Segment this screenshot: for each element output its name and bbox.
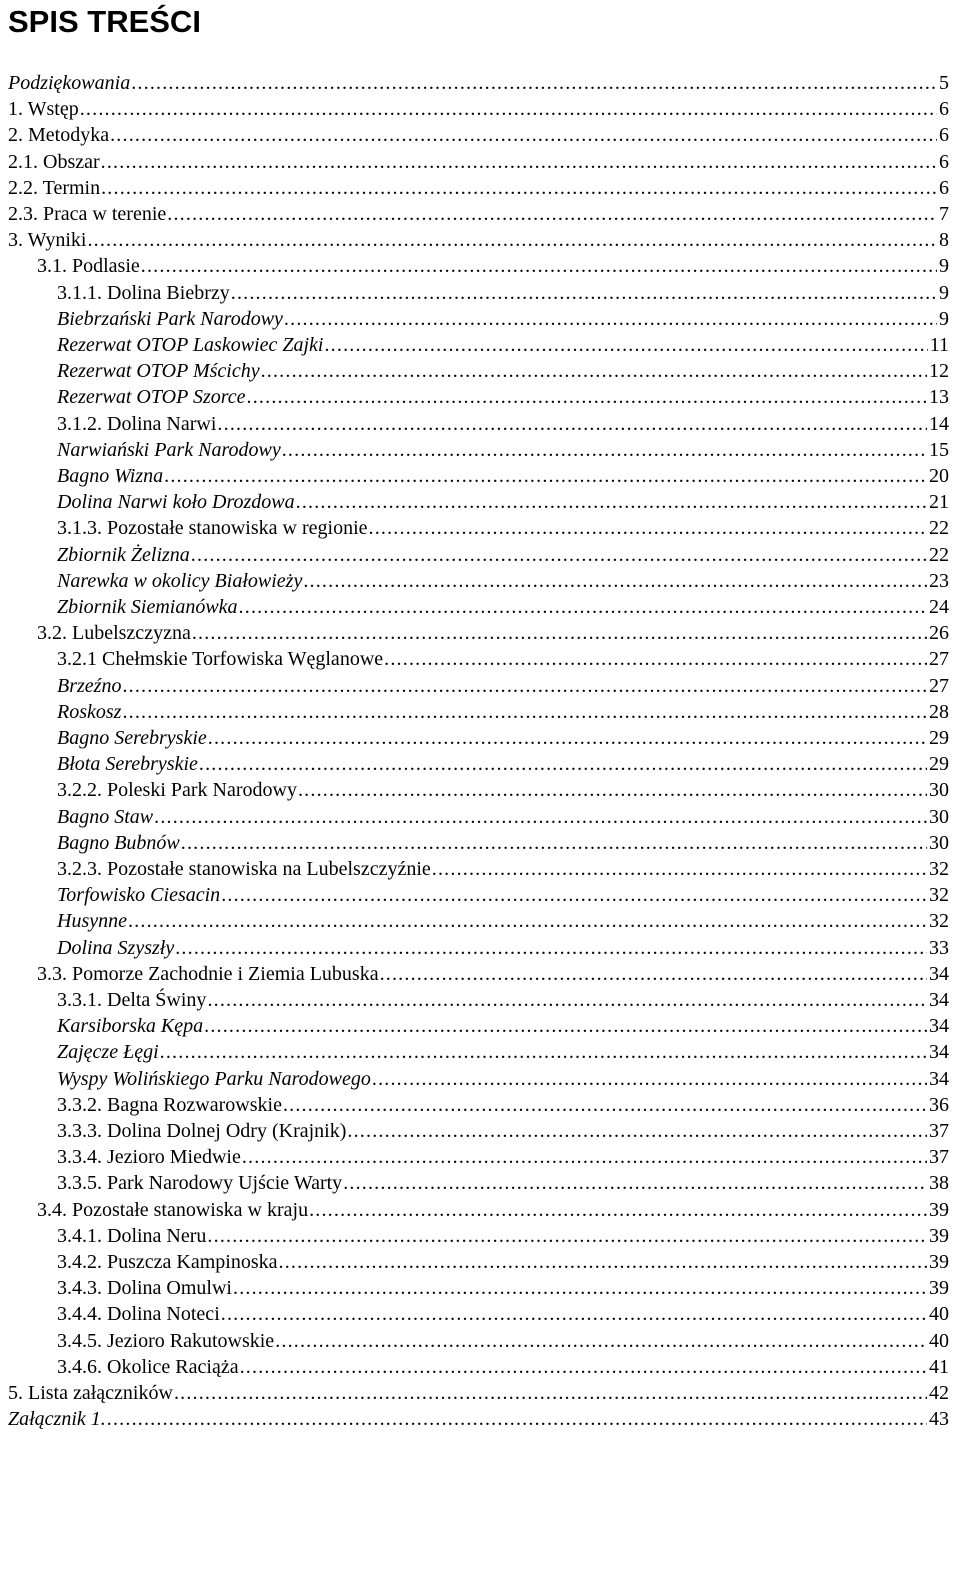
- toc-entry-label: Załącznik 1.: [8, 1408, 106, 1431]
- toc-entry-page-number: 41: [929, 1355, 949, 1378]
- dot-leader: [164, 463, 927, 490]
- dot-leader: [199, 751, 927, 778]
- dot-leader: [242, 1144, 927, 1171]
- dot-leader: [372, 1066, 927, 1093]
- toc-entry[interactable]: [0, 804, 960, 831]
- toc-entry-label: Wyspy Wolińskiego Parku Narodowego: [57, 1067, 371, 1090]
- toc-entry[interactable]: [0, 1197, 960, 1224]
- toc-entry-page-number: 39: [929, 1251, 949, 1273]
- dot-leader: [221, 1301, 927, 1328]
- toc-entry-label: 3.3.2. Bagna Rozwarowskie: [57, 1093, 282, 1116]
- toc-entry-page-number: 43: [929, 1408, 949, 1431]
- toc-entry[interactable]: [0, 1380, 960, 1407]
- dot-leader: [160, 1039, 927, 1066]
- toc-entry-page-number: 27: [929, 674, 949, 697]
- toc-entry-page-number: 9: [939, 255, 949, 278]
- toc-entry-label: Husynne: [57, 910, 127, 933]
- toc-entry-page-number: 39: [929, 1198, 949, 1221]
- toc-entry-label: Dolina Narwi koło Drozdowa: [57, 491, 295, 514]
- toc-entry-label: 3.3.3. Dolina Dolnej Odry (Krajnik): [57, 1120, 347, 1142]
- toc-entry[interactable]: [0, 620, 960, 647]
- toc-entry-page-number: 14: [929, 412, 949, 435]
- toc-entry-page-number: 32: [929, 884, 949, 907]
- dot-leader: [247, 384, 927, 411]
- toc-entry-page-number: 12: [929, 360, 949, 383]
- toc-entry-label: 3.4.5. Jezioro Rakutowskie: [57, 1329, 275, 1352]
- dot-leader: [174, 1380, 927, 1407]
- toc-entry-label: Bagno Staw: [57, 805, 154, 828]
- dot-leader: [347, 1118, 927, 1145]
- toc-entry[interactable]: [0, 489, 960, 516]
- toc-entry-page-number: 24: [929, 596, 949, 618]
- dot-leader: [217, 411, 927, 438]
- toc-entry-page-number: 26: [929, 622, 949, 645]
- toc-entry-label: 3.3.1. Delta Świny: [57, 989, 207, 1011]
- toc-entry-page-number: 6: [939, 98, 949, 121]
- toc-entry-label: Bagno Bubnów: [57, 831, 180, 854]
- toc-entry[interactable]: [0, 1249, 960, 1276]
- toc-entry-page-number: 34: [929, 1041, 949, 1064]
- toc-entry-page-number: 33: [929, 936, 949, 959]
- dot-leader: [87, 227, 937, 254]
- dot-leader: [298, 777, 927, 804]
- toc-entry[interactable]: [0, 1013, 960, 1040]
- dot-leader: [175, 935, 927, 962]
- dot-leader: [384, 646, 927, 673]
- page-title: SPIS TREŚCI: [8, 4, 201, 39]
- toc-entry-label: Rezerwat OTOP Mścichy: [57, 360, 260, 383]
- dot-leader: [369, 515, 928, 542]
- toc-entry-page-number: 8: [939, 229, 949, 252]
- dot-leader: [192, 620, 927, 647]
- toc-entry-label: 1. Wstęp: [8, 98, 79, 121]
- toc-entry-page-number: 34: [929, 989, 949, 1011]
- toc-entry[interactable]: [0, 175, 960, 202]
- dot-leader: [233, 1275, 927, 1302]
- toc-entry[interactable]: [0, 1144, 960, 1171]
- toc-entry-page-number: 9: [939, 307, 949, 330]
- toc-entry[interactable]: [0, 751, 960, 778]
- toc-entry[interactable]: [0, 1328, 960, 1355]
- toc-entry-page-number: 36: [929, 1093, 949, 1116]
- toc-entry[interactable]: [0, 699, 960, 726]
- toc-entry-label: 3.3. Pomorze Zachodnie i Ziemia Lubuska: [37, 962, 379, 985]
- toc-entry-page-number: 40: [929, 1329, 949, 1352]
- toc-entry-page-number: 7: [939, 203, 949, 225]
- toc-entry-label: Rezerwat OTOP Laskowiec Zajki: [57, 334, 324, 356]
- toc-entry-page-number: 42: [929, 1382, 949, 1404]
- toc-entry-page-number: 32: [929, 910, 949, 933]
- toc-entry[interactable]: [0, 358, 960, 385]
- toc-entry[interactable]: [0, 70, 960, 97]
- toc-entry-page-number: 6: [939, 150, 949, 173]
- toc-entry[interactable]: [0, 646, 960, 673]
- toc-entry-page-number: 28: [929, 700, 949, 723]
- toc-entry[interactable]: [0, 594, 960, 621]
- toc-entry[interactable]: [0, 882, 960, 909]
- dot-leader: [167, 201, 937, 228]
- toc-entry-label: Karsiborska Kępa: [57, 1015, 204, 1038]
- dot-leader: [191, 542, 927, 569]
- dot-leader: [284, 306, 937, 333]
- toc-entry-label: 3.4.6. Okolice Raciąża: [57, 1355, 239, 1378]
- toc-entry-page-number: 21: [929, 491, 949, 514]
- dot-leader: [309, 1197, 927, 1224]
- dot-leader: [283, 1092, 927, 1119]
- toc-entry-label: 3.1.1. Dolina Biebrzy: [57, 281, 230, 304]
- toc-entry-page-number: 37: [929, 1146, 949, 1169]
- toc-entry-label: Rezerwat OTOP Szorce: [57, 386, 246, 409]
- dot-leader: [101, 175, 937, 202]
- toc-entry[interactable]: [0, 1354, 960, 1381]
- dot-leader: [208, 725, 927, 752]
- toc-entry[interactable]: [0, 96, 960, 123]
- toc-entry-page-number: 15: [929, 438, 949, 461]
- toc-entry-page-number: 20: [929, 465, 949, 487]
- toc-entry[interactable]: [0, 935, 960, 962]
- toc-entry[interactable]: [0, 987, 960, 1014]
- toc-entry-page-number: 27: [929, 648, 949, 671]
- toc-entry-label: 3.3.5. Park Narodowy Ujście Warty: [57, 1172, 343, 1195]
- toc-entry-page-number: 34: [929, 1067, 949, 1090]
- toc-entry[interactable]: [0, 777, 960, 804]
- toc-entry-page-number: 39: [929, 1224, 949, 1247]
- dot-leader: [343, 1170, 927, 1197]
- dot-leader: [261, 358, 927, 385]
- toc-entry-page-number: 34: [929, 962, 949, 985]
- toc-entry-label: 3.1. Podlasie: [37, 255, 140, 278]
- toc-entry-page-number: 29: [929, 753, 949, 776]
- toc-entry-page-number: 38: [929, 1172, 949, 1195]
- dot-leader: [432, 856, 927, 883]
- dot-leader: [207, 987, 927, 1014]
- toc-entry[interactable]: [0, 830, 960, 857]
- toc-entry[interactable]: [0, 411, 960, 438]
- dot-leader: [131, 70, 937, 97]
- toc-entry-page-number: 32: [929, 858, 949, 880]
- toc-entry-label: Błota Serebryskie: [57, 753, 198, 776]
- toc-entry-page-number: 30: [929, 831, 949, 854]
- toc-entry[interactable]: [0, 961, 960, 988]
- dot-leader: [231, 280, 937, 307]
- toc-entry-label: 3.3.4. Jezioro Miedwie: [57, 1146, 241, 1169]
- toc-entry-label: 5. Lista załączników: [8, 1382, 173, 1404]
- toc-entry-page-number: 40: [929, 1303, 949, 1326]
- toc-entry-label: Bagno Wizna: [57, 465, 164, 487]
- toc-entry[interactable]: [0, 1092, 960, 1119]
- toc-entry-label: 3.1.3. Pozostałe stanowiska w regionie: [57, 517, 368, 540]
- toc-entry[interactable]: [0, 384, 960, 411]
- toc-entry-label: 3. Wyniki: [8, 229, 87, 252]
- toc-entry[interactable]: [0, 856, 960, 883]
- dot-leader: [239, 594, 927, 621]
- toc-entry[interactable]: [0, 1039, 960, 1066]
- toc-entry-page-number: 22: [929, 543, 949, 566]
- toc-entry[interactable]: [0, 542, 960, 569]
- dot-leader: [221, 882, 927, 909]
- toc-entry-page-number: 39: [929, 1277, 949, 1300]
- dot-leader: [204, 1013, 927, 1040]
- toc-entry-page-number: 29: [929, 727, 949, 749]
- toc-entry[interactable]: [0, 463, 960, 490]
- toc-entry-label: Zbiornik Siemianówka: [57, 596, 238, 618]
- toc-entry-page-number: 13: [929, 386, 949, 409]
- dot-leader: [128, 908, 927, 935]
- toc-entry-page-number: 22: [929, 517, 949, 540]
- toc-entry-label: Podziękowania: [8, 72, 131, 94]
- toc-entry-label: 3.2.2. Poleski Park Narodowy: [57, 779, 297, 802]
- toc-entry-label: 3.2. Lubelszczyzna: [37, 622, 191, 645]
- toc-entry[interactable]: [0, 568, 960, 595]
- toc-entry-label: 3.2.3. Pozostałe stanowiska na Lubelszczyźnie: [57, 858, 431, 880]
- toc-entry-label: Biebrzański Park Narodowy: [57, 307, 283, 330]
- toc-entry-page-number: 5: [939, 72, 949, 94]
- toc-entry[interactable]: [0, 280, 960, 307]
- toc-entry-label: 3.2.1 Chełmskie Torfowiska Węglanowe: [57, 648, 384, 671]
- toc-entry[interactable]: [0, 149, 960, 176]
- toc-entry[interactable]: [0, 201, 960, 228]
- toc-entry-label: 2.1. Obszar: [8, 150, 100, 173]
- dot-leader: [275, 1328, 927, 1355]
- toc-entry[interactable]: [0, 1170, 960, 1197]
- toc-entry-label: Bagno Serebryskie: [57, 727, 207, 749]
- toc-entry[interactable]: [0, 1406, 960, 1433]
- toc-entry-label: 3.1.2. Dolina Narwi: [57, 412, 217, 435]
- toc-entry-label: Torfowisko Ciesacin: [57, 884, 221, 907]
- toc-entry-label: 2. Metodyka: [8, 124, 110, 147]
- toc-entry[interactable]: [0, 332, 960, 359]
- dot-leader: [303, 568, 927, 595]
- toc-entry-label: Roskosz: [57, 700, 122, 723]
- toc-entry[interactable]: [0, 1118, 960, 1145]
- toc-entry-label: 3.4.4. Dolina Noteci: [57, 1303, 220, 1326]
- dot-leader: [324, 332, 927, 359]
- dot-leader: [296, 489, 927, 516]
- dot-leader: [122, 673, 927, 700]
- toc-entry[interactable]: [0, 227, 960, 254]
- toc-entry-label: Dolina Szyszły: [57, 936, 175, 959]
- toc-entry-label: 2.2. Termin: [8, 176, 101, 199]
- toc-entry[interactable]: [0, 673, 960, 700]
- toc-entry-page-number: 9: [939, 281, 949, 304]
- toc-entry-page-number: 6: [939, 124, 949, 147]
- dot-leader: [141, 253, 937, 280]
- dot-leader: [380, 961, 927, 988]
- dot-leader: [122, 699, 927, 726]
- dot-leader: [154, 804, 927, 831]
- toc-entry-label: Brzeźno: [57, 674, 122, 697]
- toc-entry[interactable]: [0, 725, 960, 752]
- dot-leader: [279, 1249, 927, 1276]
- toc-entry-label: 3.4.3. Dolina Omulwi: [57, 1277, 232, 1300]
- toc-entry[interactable]: [0, 1223, 960, 1250]
- toc-entry[interactable]: [0, 1301, 960, 1328]
- toc-entry-label: 3.4.1. Dolina Neru: [57, 1224, 207, 1247]
- toc-entry-page-number: 6: [939, 176, 949, 199]
- dot-leader: [207, 1223, 927, 1250]
- toc-entry[interactable]: [0, 253, 960, 280]
- toc-entry-page-number: 23: [929, 569, 949, 592]
- dot-leader: [101, 149, 937, 176]
- dot-leader: [181, 830, 927, 857]
- toc-entry[interactable]: [0, 1066, 960, 1093]
- dot-leader: [240, 1354, 927, 1381]
- toc-entry-page-number: 11: [929, 334, 949, 356]
- toc-entry[interactable]: [0, 908, 960, 935]
- toc-entry-label: 3.4.2. Puszcza Kampinoska: [57, 1251, 278, 1273]
- toc-entry-label: Zajęcze Łęgi: [57, 1041, 159, 1064]
- toc-entry-page-number: 30: [929, 805, 949, 828]
- dot-leader: [80, 96, 937, 123]
- toc-entry-label: 3.4. Pozostałe stanowiska w kraju: [37, 1198, 309, 1221]
- toc-entry-page-number: 37: [929, 1120, 949, 1142]
- toc-entry-label: 2.3. Praca w terenie: [8, 203, 167, 225]
- toc-entry[interactable]: [0, 122, 960, 149]
- toc-entry-label: Zbiornik Żelizna: [57, 543, 190, 566]
- toc-entry-page-number: 30: [929, 779, 949, 802]
- dot-leader: [282, 437, 927, 464]
- toc-entry[interactable]: [0, 437, 960, 464]
- dot-leader: [107, 1406, 927, 1433]
- toc-entry-label: Narewka w okolicy Białowieży: [57, 569, 303, 592]
- toc-entry-page-number: 34: [929, 1015, 949, 1038]
- dot-leader: [110, 122, 937, 149]
- toc-entry[interactable]: [0, 515, 960, 542]
- toc-entry[interactable]: [0, 1275, 960, 1302]
- toc-entry[interactable]: [0, 306, 960, 333]
- toc-entry-label: Narwiański Park Narodowy: [57, 438, 281, 461]
